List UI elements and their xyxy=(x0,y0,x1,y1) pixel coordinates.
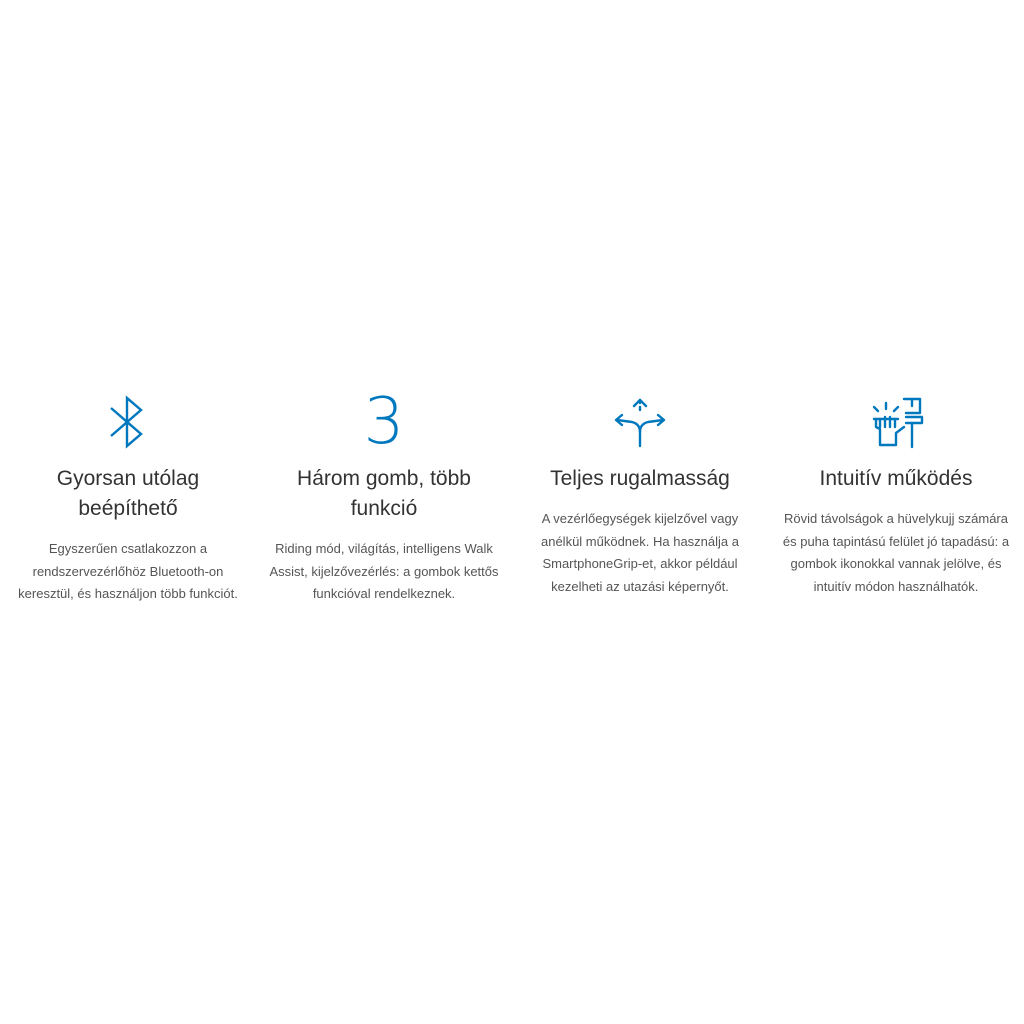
feature-item-flexibility xyxy=(512,390,768,606)
feature-item-retrofit xyxy=(0,390,256,606)
number-three-glyph: 3 xyxy=(363,385,405,459)
feature-description: Riding mód, világítás, intelligens Walk Assist, kijelzővezérlés: a gombok kettős funkcióval rendelkeznek. xyxy=(269,541,499,601)
feature-title: Három gomb, több funkció xyxy=(297,467,471,520)
bluetooth-icon xyxy=(78,390,178,454)
feature-title: Gyorsan utólag beépíthető xyxy=(56,467,200,520)
feature-item-three-buttons xyxy=(256,385,512,606)
hand-on-controller-icon xyxy=(846,390,946,454)
feature-title: Teljes rugalmasság xyxy=(550,467,730,490)
feature-description: A vezérlőegységek kijelzővel vagy anélkül működnek. Ha használja a SmartphoneGrip-et, akkor például kezelheti az utazási képernyőt. xyxy=(540,511,739,594)
feature-description: Egyszerűen csatlakozzon a rendszervezérlőhöz Bluetooth-on keresztül, és használjon több funkciót. xyxy=(18,541,238,601)
split-arrows-icon xyxy=(590,390,690,454)
number-three-icon xyxy=(334,385,434,459)
feature-description: Rövid távolságok a hüvelykujj számára és puha tapintású felület jó tapadású: a gombok ikonokkal vannak jelölve, és intuitív módon használhatók. xyxy=(782,511,1010,594)
feature-item-intuitive xyxy=(768,390,1024,606)
feature-list xyxy=(0,385,1024,606)
feature-title: Intuitív működés xyxy=(819,467,973,490)
